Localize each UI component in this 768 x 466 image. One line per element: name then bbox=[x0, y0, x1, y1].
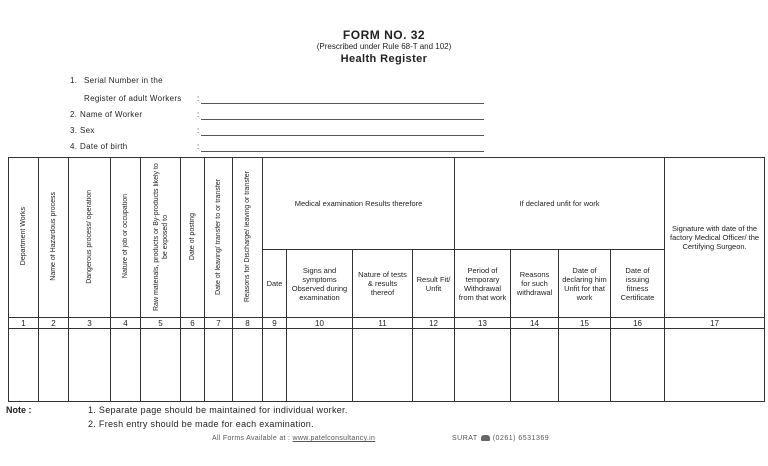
column-number: 1 bbox=[9, 318, 39, 329]
form-number: FORM NO. 32 bbox=[342, 28, 426, 42]
entry-cell[interactable] bbox=[287, 329, 353, 402]
header-signature: Signature with date of the factory Medical Officer/ the Certifying Surgeon. bbox=[665, 158, 765, 318]
field-label: Serial Number in the bbox=[84, 76, 163, 85]
serial-number-field[interactable] bbox=[201, 103, 484, 104]
header-unfit-date: Date of declaring him Unfit for that work bbox=[559, 250, 611, 318]
header-fitness-certificate-date: Date of issuing fitness Certificate bbox=[611, 250, 665, 318]
phone-icon bbox=[481, 435, 490, 441]
entry-cell[interactable] bbox=[39, 329, 69, 402]
column-number: 3 bbox=[69, 318, 111, 329]
entry-cell[interactable] bbox=[559, 329, 611, 402]
worker-name-field[interactable] bbox=[201, 119, 484, 120]
header-raw-materials: Raw materials, products or By-products likely to be exposed to bbox=[141, 158, 181, 318]
header-nature-of-job: Nature of job or occupation bbox=[111, 158, 141, 318]
column-number: 13 bbox=[455, 318, 511, 329]
header-date-of-posting: Date of posting bbox=[181, 158, 205, 318]
date-of-birth-field[interactable] bbox=[201, 151, 484, 152]
entry-cell[interactable] bbox=[413, 329, 455, 402]
entry-cell[interactable] bbox=[205, 329, 233, 402]
column-number: 16 bbox=[611, 318, 665, 329]
field-number: 4. bbox=[70, 142, 78, 151]
column-number: 2 bbox=[39, 318, 69, 329]
field-separator: : bbox=[197, 110, 200, 119]
column-number: 10 bbox=[287, 318, 353, 329]
column-number: 8 bbox=[233, 318, 263, 329]
footer-phone: (0261) 6531369 bbox=[492, 435, 550, 442]
header-result: Result Fit/ Unfit bbox=[413, 250, 455, 318]
header-medical-group: Medical examination Results therefore bbox=[263, 158, 455, 250]
field-number: 3. bbox=[70, 126, 78, 135]
footer-contact bbox=[452, 435, 549, 442]
header-unfit-group: If declared unfit for work bbox=[455, 158, 665, 250]
footer-website-link[interactable]: www.patelconsultancy.in bbox=[292, 435, 376, 442]
field-separator: : bbox=[197, 94, 200, 103]
field-number: 1. bbox=[70, 76, 78, 85]
footer-available-text: All Forms Available at : bbox=[212, 435, 291, 442]
entry-cell[interactable] bbox=[353, 329, 413, 402]
field-label: Date of birth bbox=[80, 142, 128, 151]
field-separator: : bbox=[197, 126, 200, 135]
note-label: Note : bbox=[6, 405, 32, 415]
entry-cell[interactable] bbox=[69, 329, 111, 402]
field-number: 2. bbox=[70, 110, 78, 119]
entry-cell[interactable] bbox=[611, 329, 665, 402]
header-reasons-discharge: Reasons for Discharge/ leaving or transfer bbox=[233, 158, 263, 318]
header-withdrawal-reasons: Reasons for such withdrawal bbox=[511, 250, 559, 318]
header-exam-date: Date bbox=[263, 250, 287, 318]
column-number: 17 bbox=[665, 318, 765, 329]
header-hazardous-process: Name of Hazardous process bbox=[39, 158, 69, 318]
column-number: 5 bbox=[141, 318, 181, 329]
sex-field[interactable] bbox=[201, 135, 484, 136]
entry-cell[interactable] bbox=[665, 329, 765, 402]
entry-cell[interactable] bbox=[233, 329, 263, 402]
field-label: Name of Worker bbox=[80, 110, 143, 119]
column-number: 4 bbox=[111, 318, 141, 329]
form-subtitle: (Prescribed under Rule 68-T and 102) bbox=[316, 42, 452, 51]
field-separator: : bbox=[197, 142, 200, 151]
header-dangerous-process: Dangerous process/ operation bbox=[69, 158, 111, 318]
note-line: 2. Fresh entry should be made for each examination. bbox=[88, 419, 314, 429]
header-signs-symptoms: Signs and symptoms Observed during examination bbox=[287, 250, 353, 318]
entry-cell[interactable] bbox=[263, 329, 287, 402]
entry-cell[interactable] bbox=[141, 329, 181, 402]
field-label: Register of adult Workers bbox=[84, 94, 182, 103]
header-nature-of-tests: Nature of tests & results thereof bbox=[353, 250, 413, 318]
field-label: Sex bbox=[80, 126, 95, 135]
entry-cell[interactable] bbox=[111, 329, 141, 402]
entry-row bbox=[9, 329, 765, 402]
footer-city: SURAT bbox=[452, 435, 478, 442]
entry-cell[interactable] bbox=[511, 329, 559, 402]
register-title: Health Register bbox=[340, 53, 428, 65]
entry-cell[interactable] bbox=[9, 329, 39, 402]
column-number: 11 bbox=[353, 318, 413, 329]
header-department: Department Works bbox=[9, 158, 39, 318]
column-number: 12 bbox=[413, 318, 455, 329]
column-number: 9 bbox=[263, 318, 287, 329]
column-number: 15 bbox=[559, 318, 611, 329]
column-number: 6 bbox=[181, 318, 205, 329]
header-withdrawal-period: Period of temporary Withdrawal from that work bbox=[455, 250, 511, 318]
note-line: 1. Separate page should be maintained for individual worker. bbox=[88, 405, 348, 415]
health-register-table bbox=[8, 157, 765, 402]
column-number: 14 bbox=[511, 318, 559, 329]
entry-cell[interactable] bbox=[181, 329, 205, 402]
footer-availability bbox=[212, 435, 375, 442]
column-number: 7 bbox=[205, 318, 233, 329]
header-date-of-leaving: Date of leaving/ transfer to or transfer bbox=[205, 158, 233, 318]
entry-cell[interactable] bbox=[455, 329, 511, 402]
